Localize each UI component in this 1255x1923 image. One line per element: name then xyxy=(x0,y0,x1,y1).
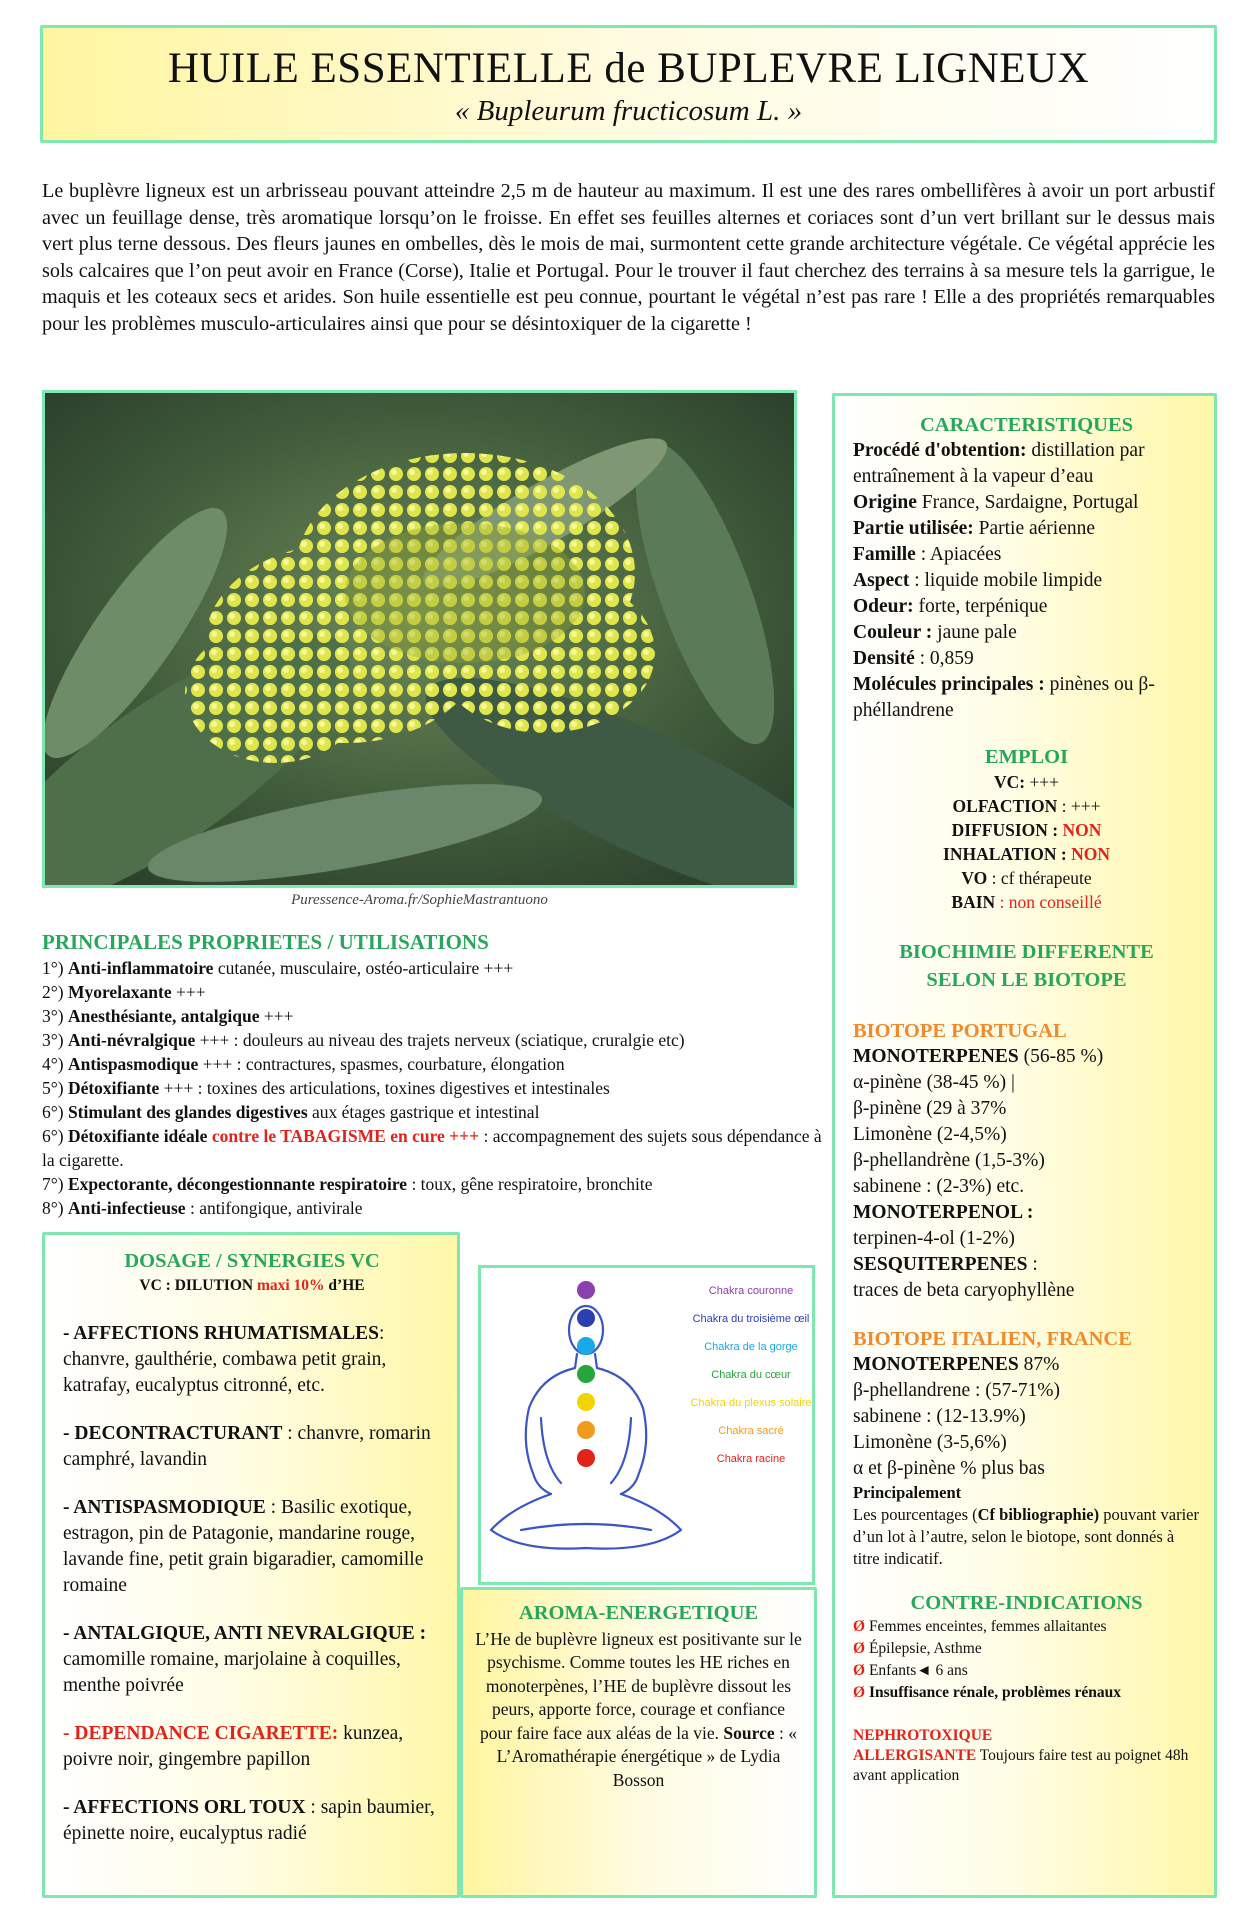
chakra-diagram xyxy=(478,1265,815,1585)
aroma-source-text: : « L’Aromathérapie énergétique » de Lydia Bosson xyxy=(496,1722,797,1790)
property-name: Myorelaxante xyxy=(67,982,172,1002)
emploi-value: NON xyxy=(1058,820,1102,840)
caracteristique-label: Procédé d'obtention: xyxy=(853,440,1027,461)
caracteristiques-title: CARACTERISTIQUES xyxy=(919,414,1134,436)
caracteristique-row xyxy=(853,516,1200,542)
portugal-mono-item: β-pinène (29 à 37% xyxy=(853,1098,1007,1119)
chakra-label: Chakra du plexus solaire xyxy=(690,1397,812,1409)
caracteristique-row xyxy=(853,672,1200,724)
italie-note-a: Les pourcentages ( xyxy=(853,1505,978,1524)
caracteristique-label: Partie utilisée: xyxy=(853,518,974,539)
contre-list xyxy=(853,1616,1200,1704)
chakra-label: Chakra sacré xyxy=(718,1425,784,1437)
italie-mono-value: 87% xyxy=(1018,1354,1060,1375)
property-text: cutanée, musculaire, ostéo-articulaire +++ xyxy=(213,958,514,978)
portugal-monol-header xyxy=(853,1200,1200,1226)
caracteristique-row xyxy=(853,438,1200,490)
italie-mono-title: MONOTERPENES xyxy=(853,1354,1019,1375)
chakra-dot xyxy=(577,1449,595,1467)
caracteristique-label: Famille xyxy=(853,544,916,565)
property-num: 2°) xyxy=(42,982,68,1002)
aroma-source-label: Source xyxy=(723,1722,775,1743)
portugal-mono-value: (56-85 %) xyxy=(1018,1046,1104,1067)
contre-title: CONTRE-INDICATIONS xyxy=(910,1592,1143,1614)
aroma-title: AROMA-ENERGETIQUE xyxy=(518,1602,759,1624)
chakra-label: Chakra du troisième œil xyxy=(692,1313,810,1325)
property-item xyxy=(42,1172,822,1196)
property-item xyxy=(42,956,822,980)
property-text: +++ xyxy=(171,982,206,1002)
portugal-mono-item: α-pinène (38-45 %) | xyxy=(853,1072,1015,1093)
chakra-dot xyxy=(577,1365,595,1383)
property-item xyxy=(42,980,822,1004)
aroma-body: L’He de buplèvre ligneux est positivante sur le psychisme. Comme toutes les HE riches en monoterpènes, l’HE de buplèvre dissout les peurs, apporte force, courage et confiance pour faire face aux aléas de la vie. xyxy=(475,1628,802,1743)
dosage-list xyxy=(63,1321,441,1847)
italie-mono-header xyxy=(853,1352,1200,1378)
dosage-sub-c: maxi 10% xyxy=(253,1277,325,1294)
emploi-title: EMPLOI xyxy=(984,746,1069,768)
caracteristique-value: : Apiacées xyxy=(915,544,1002,565)
biochimie-title-line2: SELON LE BIOTOPE xyxy=(926,969,1127,991)
caracteristique-value: : 0,859 xyxy=(914,648,974,669)
properties-section xyxy=(42,930,822,1220)
property-item xyxy=(42,1076,822,1100)
dosage-block xyxy=(63,1621,441,1699)
dosage-text: : chanvre, romarin camphré, lavandin xyxy=(63,1423,431,1470)
property-num: 6°) xyxy=(42,1126,68,1146)
aroma-text xyxy=(475,1628,802,1793)
dosage-subtitle xyxy=(63,1273,441,1299)
caracteristique-label: Origine xyxy=(853,492,917,513)
dosage-heading: - AFFECTIONS RHUMATISMALES xyxy=(63,1323,380,1344)
chakra-label: Chakra racine xyxy=(716,1453,786,1465)
italie-mono-item: α et β-pinène % plus bas xyxy=(853,1458,1045,1479)
emploi-value: NON xyxy=(1066,844,1110,864)
caracteristique-label: Odeur: xyxy=(853,596,914,617)
property-item xyxy=(42,1028,822,1052)
emploi-label: DIFFUSION : xyxy=(951,820,1059,840)
dosage-block xyxy=(63,1321,441,1399)
biochimie-title-line1: BIOCHIMIE DIFFERENTE xyxy=(899,941,1154,963)
chakra-labels xyxy=(690,1285,811,1465)
italie-note xyxy=(853,1504,1200,1570)
property-text: : antifongique, antivirale xyxy=(185,1198,363,1218)
property-text: : toux, gêne respiratoire, bronchite xyxy=(407,1174,653,1194)
contre-text: Insuffisance rénale, problèmes rénaux xyxy=(865,1684,1121,1701)
chakra-dot xyxy=(577,1281,595,1299)
aroma-panel xyxy=(460,1587,817,1898)
caracteristique-row xyxy=(853,568,1200,594)
emploi-row xyxy=(853,818,1200,842)
portugal-monol-item: terpinen-4-ol (1-2%) xyxy=(853,1228,1015,1249)
portugal-sesqui-list xyxy=(853,1278,1200,1304)
intro-paragraph: Le buplèvre ligneux est un arbrisseau pouvant atteindre 2,5 m de hauteur au maximum. Il est une des rares ombellifères à avoir un port arbustif avec un feuillage dense, très aromatique lorsqu’on le froisse. En effet ses feuilles alternes et coriaces sont d’un vert brillant sur le dessus mais vert plus terne dessous. Des fleurs jaunes en ombelles, dès le mois de mai, surmontent cette grande architecture végétale. Ce végétal apprécie les sols calcaires que l’on peut avoir en France (Corse), Italie et Portugal. Pour le trouver il faut cherchez des terrains à sa mesure tels la garrigue, le maquis et les coteaux secs et arides. Son huile essentielle est peu connue, pourtant le végétal n’est pas rare ! Elle a des propriétés remarquables pour les problèmes musculo-articulaires ainsi que pour se désintoxiquer de la cigarette ! xyxy=(42,180,1215,335)
dosage-text: : chanvre, gaulthérie, combawa petit grain, katrafay, eucalyptus citronné, etc. xyxy=(63,1323,387,1396)
emploi-value: : non conseillé xyxy=(995,892,1102,912)
dosage-heading: - AFFECTIONS ORL TOUX xyxy=(63,1797,306,1818)
emploi-value: +++ xyxy=(1025,772,1060,792)
contre-text: Épilepsie, Asthme xyxy=(865,1640,982,1657)
portugal-mono-header xyxy=(853,1044,1200,1070)
caracteristiques-list xyxy=(853,438,1200,724)
property-num: 3°) xyxy=(42,1006,68,1026)
dosage-sub-d: d’HE xyxy=(324,1277,365,1294)
dosage-heading: - ANTISPASMODIQUE xyxy=(63,1497,266,1518)
dosage-text: : Basilic exotique, estragon, pin de Patagonie, mandarine rouge, lavande fine, petit grain bigaradier, camomille romaine xyxy=(63,1497,424,1596)
nephrotoxique-label: NEPHROTOXIQUE xyxy=(853,1727,993,1744)
emploi-row xyxy=(853,842,1200,866)
property-name: Anesthésiante, antalgique xyxy=(67,1006,260,1026)
dosage-sub-b: DILUTION xyxy=(174,1277,254,1294)
property-num: 5°) xyxy=(42,1078,68,1098)
property-num: 6°) xyxy=(42,1102,68,1122)
portugal-sesqui-item: traces de beta caryophyllène xyxy=(853,1280,1075,1301)
biotope-portugal-title: BIOTOPE PORTUGAL xyxy=(853,1020,1067,1042)
contre-symbol: Ø xyxy=(853,1640,866,1657)
emploi-label: INHALATION : xyxy=(943,844,1067,864)
portugal-sesqui-title: SESQUITERPENES xyxy=(853,1254,1028,1275)
dosage-heading: - DECONTRACTURANT xyxy=(63,1423,283,1444)
caracteristique-row xyxy=(853,490,1200,516)
chakra-dot xyxy=(577,1309,595,1327)
emploi-label: VC: xyxy=(993,772,1026,792)
property-name: Stimulant des glandes digestives xyxy=(67,1102,308,1122)
contre-item xyxy=(853,1616,1200,1638)
contre-warnings xyxy=(853,1726,1200,1786)
property-item xyxy=(42,1196,822,1220)
dosage-title: DOSAGE / SYNERGIES VC xyxy=(124,1250,380,1272)
page-title: HUILE ESSENTIELLE de BUPLEVRE LIGNEUX xyxy=(167,45,1090,92)
portugal-mono-item: sabinene : (2-3%) etc. xyxy=(853,1176,1025,1197)
caracteristique-value: : liquide mobile limpide xyxy=(909,570,1103,591)
caracteristique-value: jaune pale xyxy=(932,622,1017,643)
property-text: +++ : douleurs au niveau des trajets nerveux (sciatique, cruralgie etc) xyxy=(195,1030,685,1050)
dosage-panel xyxy=(42,1232,460,1898)
property-name: Anti-infectieuse xyxy=(67,1198,186,1218)
dosage-text: camomille romaine, marjolaine à coquilles, menthe poivrée xyxy=(63,1649,401,1696)
property-item xyxy=(42,1124,822,1172)
property-num: 7°) xyxy=(42,1174,68,1194)
plant-photo xyxy=(42,390,797,888)
property-item xyxy=(42,1052,822,1076)
emploi-list xyxy=(853,770,1200,914)
biotope-portugal xyxy=(853,1018,1200,1304)
allergisante-text: Toujours faire test au poignet 48h avant application xyxy=(853,1747,1189,1784)
biotope-italie xyxy=(853,1326,1200,1570)
caracteristique-label: Couleur : xyxy=(853,622,933,643)
property-text: +++ xyxy=(259,1006,294,1026)
property-name: Anti-inflammatoire xyxy=(67,958,214,978)
caracteristique-value: Partie aérienne xyxy=(973,518,1096,539)
property-text: aux étages gastrique et intestinal xyxy=(307,1102,540,1122)
portugal-mono-title: MONOTERPENES xyxy=(853,1046,1019,1067)
contre-item xyxy=(853,1660,1200,1682)
allergisante-label: ALLERGISANTE xyxy=(853,1747,977,1764)
dosage-block xyxy=(63,1421,441,1473)
property-item xyxy=(42,1004,822,1028)
header-panel xyxy=(40,25,1217,143)
contre-text: Enfants◄ 6 ans xyxy=(865,1662,968,1679)
emploi-label: VO xyxy=(961,868,988,888)
dosage-sub-a: VC : xyxy=(139,1277,175,1294)
dosage-block xyxy=(63,1721,441,1773)
dosage-text: : sapin baumier, épinette noire, eucalyptus radié xyxy=(63,1797,435,1844)
portugal-mono-list xyxy=(853,1070,1200,1200)
chakra-dot xyxy=(577,1337,595,1355)
emploi-row xyxy=(853,770,1200,794)
portugal-monol-list xyxy=(853,1226,1200,1252)
dosage-block xyxy=(63,1795,441,1847)
dosage-text: kunzea, poivre noir, gingembre papillon xyxy=(63,1723,404,1770)
contre-item xyxy=(853,1638,1200,1660)
property-text: : accompagnement des sujets sous dépendance à la cigarette. xyxy=(42,1126,822,1170)
caracteristique-value: forte, terpénique xyxy=(913,596,1048,617)
biochimie-title xyxy=(853,938,1200,994)
italie-note-b: Cf bibliographie) xyxy=(977,1505,1100,1524)
property-name: Anti-névralgique xyxy=(67,1030,196,1050)
portugal-mono-item: β-phellandrène (1,5-3%) xyxy=(853,1150,1045,1171)
property-name: Expectorante, décongestionnante respiratoire xyxy=(67,1174,408,1194)
caracteristique-row xyxy=(853,542,1200,568)
contre-item xyxy=(853,1682,1200,1704)
caracteristique-row xyxy=(853,620,1200,646)
property-num: 1°) xyxy=(42,958,68,978)
emploi-label: BAIN xyxy=(951,892,996,912)
italie-principal-label: Principalement xyxy=(853,1483,962,1502)
property-name: Antispasmodique xyxy=(67,1054,199,1074)
caracteristique-value: distillation par entraînement à la vapeur d’eau xyxy=(853,440,1145,487)
portugal-sesqui-value: : xyxy=(1027,1254,1038,1275)
italie-mono-item: β-phellandrene : (57-71%) xyxy=(853,1380,1061,1401)
chakra-dot xyxy=(577,1393,595,1411)
italie-note-c: pouvant varier d’un lot à l’autre, selon le biotope, sont donnés à titre indicatif. xyxy=(853,1505,1199,1568)
italie-mono-item: Limonène (3-5,6%) xyxy=(853,1432,1007,1453)
caracteristique-label: Densité xyxy=(853,648,915,669)
property-highlight: contre le TABAGISME en cure +++ xyxy=(207,1126,480,1146)
dosage-heading: - ANTALGIQUE, ANTI NEVRALGIQUE : xyxy=(63,1623,427,1644)
properties-title: PRINCIPALES PROPRIETES / UTILISATIONS xyxy=(42,930,489,954)
emploi-row xyxy=(853,890,1200,914)
property-num: 3°) xyxy=(42,1030,68,1050)
property-name: Détoxifiante xyxy=(67,1078,160,1098)
italie-mono-list xyxy=(853,1378,1200,1482)
contre-text: Femmes enceintes, femmes allaitantes xyxy=(865,1618,1107,1635)
caracteristique-row xyxy=(853,646,1200,672)
dosage-heading: - DEPENDANCE CIGARETTE: xyxy=(63,1723,339,1744)
contre-symbol: Ø xyxy=(853,1618,866,1635)
contre-symbol: Ø xyxy=(853,1662,866,1679)
contre-symbol: Ø xyxy=(853,1684,866,1701)
caracteristique-row xyxy=(853,594,1200,620)
property-item xyxy=(42,1100,822,1124)
dosage-block xyxy=(63,1495,441,1599)
chakra-label: Chakra couronne xyxy=(708,1285,794,1297)
emploi-value: : cf thérapeute xyxy=(987,868,1092,888)
chakra-label: Chakra du cœur xyxy=(711,1369,791,1381)
properties-list xyxy=(42,956,822,1220)
portugal-sesqui-header xyxy=(853,1252,1200,1278)
characteristics-panel xyxy=(832,393,1217,1898)
emploi-row xyxy=(853,794,1200,818)
caracteristique-label: Molécules principales : xyxy=(853,674,1045,695)
caracteristique-label: Aspect xyxy=(853,570,910,591)
italie-principal xyxy=(853,1482,1200,1504)
portugal-monol-title: MONOTERPENOL : xyxy=(853,1202,1034,1223)
photo-caption: Puressence-Aroma.fr/SophieMastrantuono xyxy=(291,892,548,908)
emploi-value: : +++ xyxy=(1057,796,1101,816)
portugal-mono-item: Limonène (2-4,5%) xyxy=(853,1124,1007,1145)
property-text: +++ : contractures, spasmes, courbature, élongation xyxy=(198,1054,565,1074)
chakra-label: Chakra de la gorge xyxy=(704,1341,798,1353)
emploi-label: OLFACTION xyxy=(952,796,1058,816)
property-text: +++ : toxines des articulations, toxines digestives et intestinales xyxy=(159,1078,610,1098)
page-subtitle: « Bupleurum fructicosum L. » xyxy=(454,95,803,127)
biotope-italie-title: BIOTOPE ITALIEN, FRANCE xyxy=(853,1328,1132,1350)
caracteristique-value: France, Sardaigne, Portugal xyxy=(916,492,1139,513)
italie-mono-item: sabinene : (12-13.9%) xyxy=(853,1406,1026,1427)
property-name: Détoxifiante idéale xyxy=(67,1126,208,1146)
caracteristique-value: pinènes ou β-phéllandrene xyxy=(853,674,1155,721)
chakra-dot xyxy=(577,1421,595,1439)
property-num: 8°) xyxy=(42,1198,68,1218)
property-num: 4°) xyxy=(42,1054,68,1074)
emploi-row xyxy=(853,866,1200,890)
